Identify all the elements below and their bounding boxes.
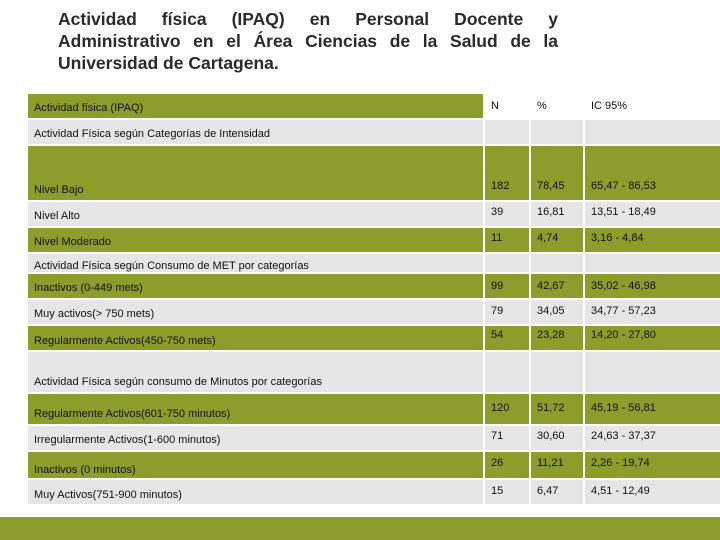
row-n: 11 <box>491 232 503 244</box>
row-ic: 35,02 - 46,98 <box>591 280 656 292</box>
row-label: Inactivos (0 minutos) <box>34 464 136 476</box>
row-n: 79 <box>491 305 504 317</box>
row-pct: 30,60 <box>537 430 565 442</box>
row-ic: 65,47 - 86,53 <box>591 180 656 192</box>
row-label: Muy activos(> 750 mets) <box>34 308 155 320</box>
row-ic: 45,19 - 56,81 <box>591 402 656 414</box>
row-n: 120 <box>491 402 510 414</box>
row-pct: 11,21 <box>537 457 564 469</box>
row-label: Irregularmente Activos(1-600 minutos) <box>34 434 221 446</box>
row-pct: 16,81 <box>537 206 565 218</box>
row-n: 182 <box>491 180 510 192</box>
header-ic: IC 95% <box>591 100 628 112</box>
row-label: Inactivos (0-449 mets) <box>34 282 143 294</box>
row-n: 99 <box>491 280 504 292</box>
row-pct: 34,05 <box>537 305 565 317</box>
header-label-cell <box>28 94 483 118</box>
row-pct: 4,74 <box>537 232 559 244</box>
row-ic: 2,26 - 19,74 <box>591 457 650 469</box>
row-n: 39 <box>491 206 504 218</box>
header-n-cell <box>485 94 529 118</box>
row-label: Muy Activos(751-900 minutos) <box>34 489 182 501</box>
header-ic-cell <box>585 94 720 118</box>
row-ic: 4,51 - 12,49 <box>591 485 650 497</box>
row-n: 71 <box>491 430 504 442</box>
row-label: Nivel Moderado <box>34 236 112 248</box>
row-n: 15 <box>491 485 504 497</box>
header-pct-cell <box>531 94 583 118</box>
row-pct: 23,28 <box>537 329 565 341</box>
row-label: Regularmente Activos(450-750 mets) <box>34 335 216 347</box>
row-label: Nivel Alto <box>34 210 80 222</box>
header-n: N <box>491 100 499 112</box>
row-label: Regularmente Activos(601-750 minutos) <box>34 408 231 420</box>
footer-accent-bar <box>0 517 720 540</box>
row-pct: 78,45 <box>537 180 565 192</box>
row-pct: 42,67 <box>537 280 565 292</box>
section-label: Actividad Física según Categorías de Intensidad <box>34 128 271 140</box>
section-label: Actividad Física según Consumo de MET por categorías <box>34 260 309 272</box>
row-ic: 13,51 - 18,49 <box>591 206 656 218</box>
header-pct: % <box>537 100 547 112</box>
row-n: 26 <box>491 457 504 469</box>
row-label: Nivel Bajo <box>34 184 84 196</box>
row-ic: 14,20 - 27,80 <box>591 329 656 341</box>
section-label: Actividad Física según consumo de Minutos por categorías <box>34 376 322 388</box>
row-ic: 3,16 - 4,84 <box>591 232 644 244</box>
row-pct: 6,47 <box>537 485 559 497</box>
row-ic: 34,77 - 57,23 <box>591 305 656 317</box>
row-pct: 51,72 <box>537 402 565 414</box>
row-n: 54 <box>491 329 504 341</box>
row-ic: 24,63 - 37,37 <box>591 430 656 442</box>
slide-title: Actividad física (IPAQ) en Personal Docente y Administrativo en el Área Ciencias de la Salud de la Universidad de Cartagena. <box>58 9 558 73</box>
header-label: Actividad física (IPAQ) <box>34 102 144 114</box>
